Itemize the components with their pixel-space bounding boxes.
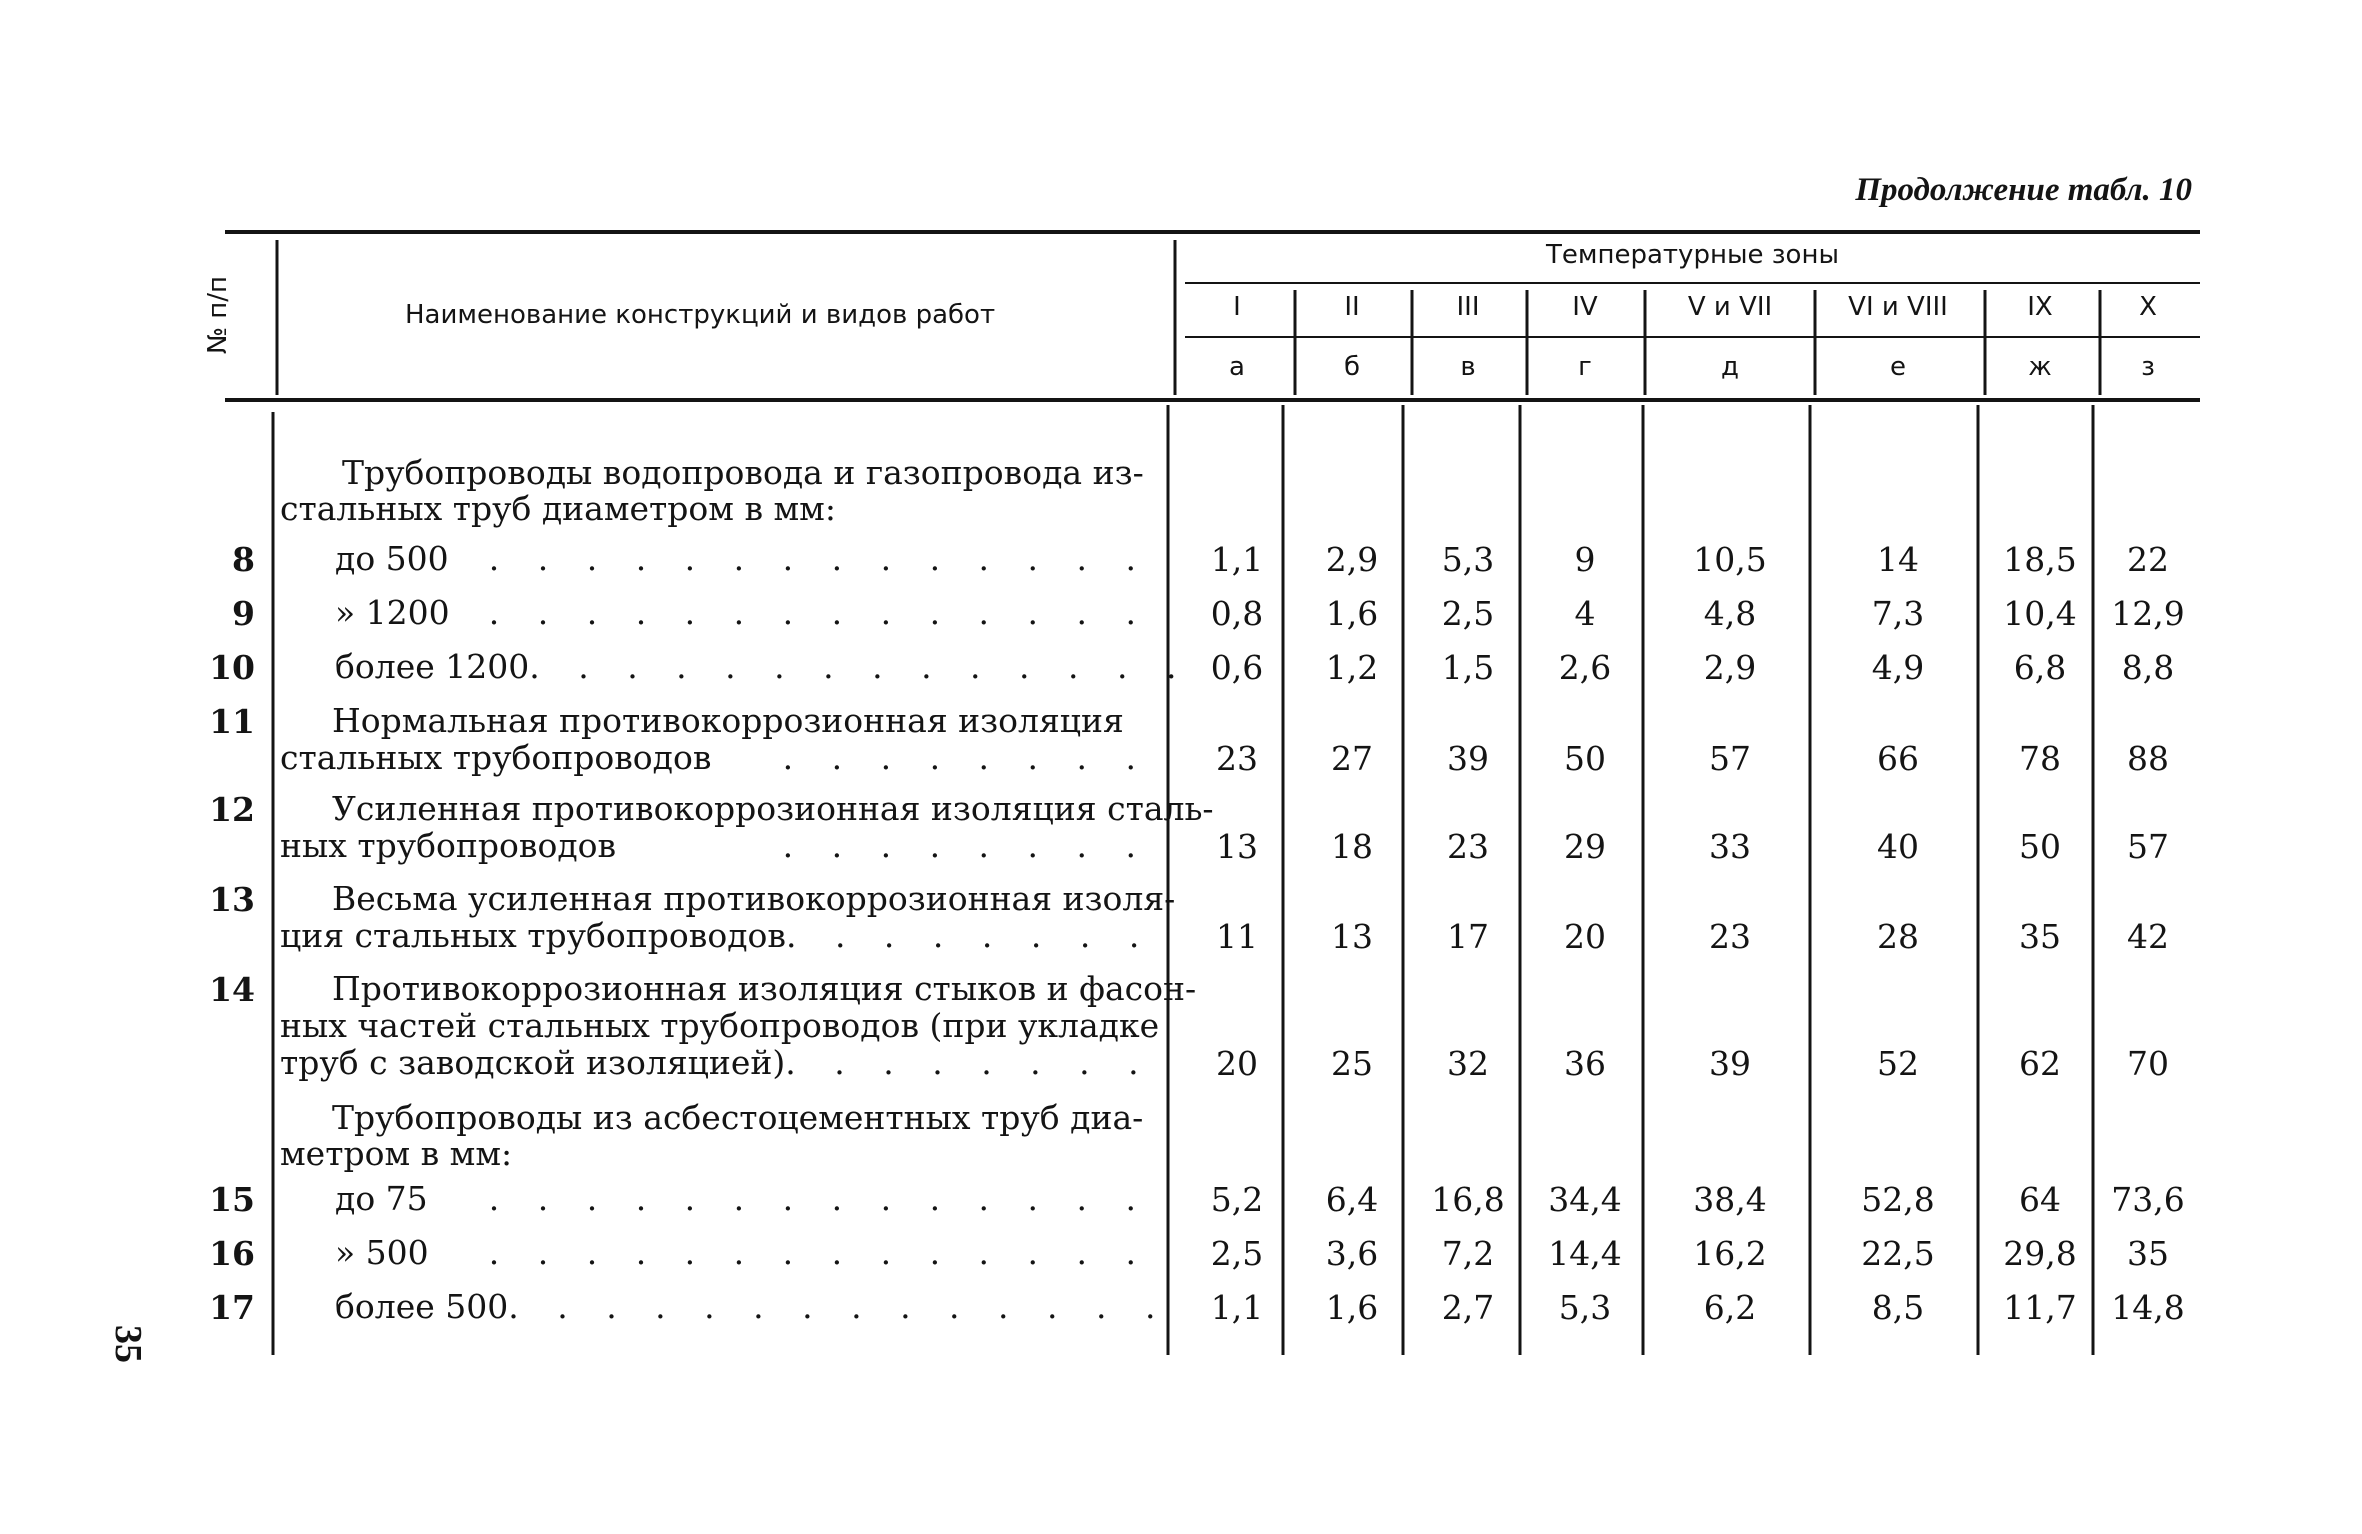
row-number: 13 — [209, 880, 255, 919]
value-cell: 10,5 — [1693, 540, 1767, 579]
value-cell: 64 — [2019, 1180, 2061, 1219]
row-name-line: более 500 — [335, 1287, 509, 1326]
value-cell: 1,1 — [1210, 1288, 1264, 1327]
value-cell: 2,7 — [1441, 1288, 1495, 1327]
row-number: 12 — [209, 790, 255, 829]
value-cell: 1,6 — [1325, 594, 1379, 633]
value-cell: 78 — [2019, 739, 2061, 778]
leader-dots: . . . . . . . . . . . . . . — [529, 647, 1191, 686]
row-number: 11 — [209, 702, 255, 741]
name-column-header: Наименование конструкций и видов работ — [405, 300, 996, 330]
value-cell: 6,2 — [1703, 1288, 1757, 1327]
row-name — [335, 1287, 1170, 1326]
value-cell: 9 — [1574, 540, 1596, 579]
zone-letter-label: з — [2141, 352, 2155, 382]
row-number: 16 — [209, 1234, 255, 1273]
value-cell: 34,4 — [1548, 1180, 1622, 1219]
page-number: 35 — [107, 1325, 149, 1363]
value-cell: 5,3 — [1441, 540, 1495, 579]
value-cell: 1,2 — [1325, 648, 1379, 687]
value-cell: 1,5 — [1441, 648, 1495, 687]
value-cell: 2,9 — [1325, 540, 1379, 579]
value-cell: 14,8 — [2111, 1288, 2185, 1327]
leader-dots: . . . . . . . . . . . . . . — [488, 539, 1150, 578]
row-name-line: Нормальная противокоррозионная изоляция — [332, 701, 1124, 740]
value-cell: 2,6 — [1558, 648, 1612, 687]
row-name — [280, 702, 1150, 776]
row-name-line: стальных трубопроводов — [280, 738, 712, 777]
row-name-line: до 75 — [335, 1179, 428, 1218]
zone-roman-label: V и VII — [1687, 292, 1773, 322]
value-cell: 20 — [1564, 917, 1606, 956]
value-cell: 12,9 — [2111, 594, 2185, 633]
value-cell: 2,9 — [1703, 648, 1757, 687]
zone-letter-label: б — [1343, 352, 1361, 382]
value-cell: 0,6 — [1210, 648, 1264, 687]
value-cell: 11 — [1216, 917, 1258, 956]
value-cell: 35 — [2127, 1234, 2169, 1273]
value-cell: 4,8 — [1703, 594, 1757, 633]
row-name — [335, 1180, 1150, 1217]
zone-letter-label: г — [1578, 352, 1592, 382]
value-cell: 57 — [1709, 739, 1751, 778]
value-cell: 70 — [2127, 1044, 2169, 1083]
value-cell: 18,5 — [2003, 540, 2077, 579]
zone-roman-label: VI и VIII — [1848, 292, 1948, 322]
value-cell: 16,2 — [1693, 1234, 1767, 1273]
value-cell: 13 — [1216, 827, 1258, 866]
leader-dots: . . . . . . . . . . . . . . — [488, 593, 1150, 632]
row-name-line: до 500 — [335, 539, 449, 578]
row-name-line: ных трубопроводов — [280, 826, 617, 865]
row-number: 10 — [209, 648, 255, 687]
value-cell: 0,8 — [1210, 594, 1264, 633]
leader-dots: . . . . . . . . — [785, 916, 1154, 955]
row-name-line: труб с заводской изоляцией) — [280, 1043, 786, 1082]
value-cell: 4,9 — [1871, 648, 1925, 687]
row-number: 15 — [209, 1180, 255, 1219]
value-cell: 23 — [1709, 917, 1751, 956]
value-cell: 32 — [1447, 1044, 1489, 1083]
zone-roman-label: IV — [1572, 292, 1598, 322]
value-cell: 22,5 — [1861, 1234, 1935, 1273]
row-number: 14 — [209, 970, 255, 1009]
row-name-line: Противокоррозионная изоляция стыков и фасон- — [332, 969, 1197, 1008]
value-cell: 10,4 — [2003, 594, 2077, 633]
value-cell: 38,4 — [1693, 1180, 1767, 1219]
row-name — [280, 879, 1176, 955]
leader-dots: . . . . . . . . — [782, 826, 1150, 865]
value-cell: 1,6 — [1325, 1288, 1379, 1327]
value-cell: 3,6 — [1325, 1234, 1379, 1273]
leader-dots: . . . . . . . . . . . . . . — [488, 1233, 1150, 1272]
value-cell: 29,8 — [2003, 1234, 2077, 1273]
value-cell: 2,5 — [1441, 594, 1495, 633]
zone-roman-label: II — [1344, 292, 1360, 322]
row-name-line: Весьма усиленная противокоррозионная изоля- — [332, 879, 1176, 918]
value-cell: 23 — [1447, 827, 1489, 866]
value-cell: 11,7 — [2003, 1288, 2077, 1327]
value-cell: 8,8 — [2121, 648, 2175, 687]
value-cell: 5,3 — [1558, 1288, 1612, 1327]
zone-letter-label: е — [1890, 352, 1906, 382]
row-name-line: Усиленная противокоррозионная изоляция сталь- — [332, 789, 1214, 828]
value-cell: 16,8 — [1431, 1180, 1505, 1219]
section-title-line: стальных труб диаметром в мм: — [280, 489, 836, 528]
value-cell: 36 — [1564, 1044, 1606, 1083]
value-cell: 1,1 — [1210, 540, 1264, 579]
value-cell: 88 — [2127, 739, 2169, 778]
value-cell: 13 — [1331, 917, 1373, 956]
table-caption: Продолжение табл. 10 — [1855, 172, 2192, 208]
value-cell: 6,4 — [1325, 1180, 1379, 1219]
zone-roman-label: III — [1456, 292, 1480, 322]
value-cell: 23 — [1216, 739, 1258, 778]
value-cell: 33 — [1709, 827, 1751, 866]
value-cell: 17 — [1447, 917, 1489, 956]
value-cell: 40 — [1877, 827, 1919, 866]
row-name-line: ных частей стальных трубопроводов (при укладке — [280, 1006, 1160, 1045]
zone-roman-label: I — [1233, 292, 1241, 322]
value-cell: 8,5 — [1871, 1288, 1925, 1327]
zone-roman-label: X — [2139, 292, 2157, 322]
leader-dots: . . . . . . . . — [785, 1043, 1153, 1082]
value-cell: 4 — [1574, 594, 1596, 633]
value-cell: 39 — [1447, 739, 1489, 778]
zone-letter-label: в — [1460, 352, 1476, 382]
number-column-header: № п/п — [203, 275, 233, 355]
value-cell: 39 — [1709, 1044, 1751, 1083]
row-name — [335, 647, 1191, 686]
row-number: 8 — [232, 540, 255, 579]
zone-letter-label: ж — [2028, 352, 2052, 382]
zone-letter-label: д — [1721, 352, 1739, 382]
value-cell: 35 — [2019, 917, 2061, 956]
value-cell: 7,3 — [1871, 594, 1925, 633]
value-cell: 14,4 — [1548, 1234, 1622, 1273]
value-cell: 14 — [1877, 540, 1919, 579]
value-cell: 7,2 — [1441, 1234, 1495, 1273]
value-cell: 18 — [1331, 827, 1373, 866]
value-cell: 27 — [1331, 739, 1373, 778]
row-name — [335, 1234, 1150, 1271]
row-name-line: более 1200 — [335, 647, 530, 686]
value-cell: 2,5 — [1210, 1234, 1264, 1273]
value-cell: 73,6 — [2111, 1180, 2185, 1219]
value-cell: 5,2 — [1210, 1180, 1264, 1219]
zones-header: Температурные зоны — [1545, 240, 1839, 270]
value-cell: 25 — [1331, 1044, 1373, 1083]
row-name — [280, 789, 1214, 865]
value-cell: 42 — [2127, 917, 2169, 956]
leader-dots: . . . . . . . . . . . . . . — [508, 1287, 1170, 1326]
section-title-line: метром в мм: — [280, 1134, 513, 1173]
value-cell: 62 — [2019, 1044, 2061, 1083]
leader-dots: . . . . . . . . — [782, 738, 1150, 777]
value-cell: 52,8 — [1861, 1180, 1935, 1219]
value-cell: 66 — [1877, 739, 1919, 778]
section-title-line: Трубопроводы водопровода и газопровода из- — [342, 453, 1144, 492]
value-cell: 22 — [2127, 540, 2169, 579]
value-cell: 50 — [2019, 827, 2061, 866]
row-name-line: ция стальных трубопроводов — [280, 916, 786, 955]
value-cell: 20 — [1216, 1044, 1258, 1083]
zone-letter-label: а — [1229, 352, 1245, 382]
row-name — [335, 540, 1150, 577]
row-name-line: » 1200 — [335, 593, 450, 632]
row-name — [280, 969, 1197, 1082]
value-cell: 50 — [1564, 739, 1606, 778]
zone-roman-label: IX — [2027, 292, 2053, 322]
row-number: 17 — [209, 1288, 255, 1327]
leader-dots: . . . . . . . . . . . . . . — [488, 1179, 1150, 1218]
value-cell: 6,8 — [2013, 648, 2067, 687]
section-title-line: Трубопроводы из асбестоцементных труб диа- — [332, 1098, 1144, 1137]
value-cell: 29 — [1564, 827, 1606, 866]
value-cell: 28 — [1877, 917, 1919, 956]
row-name — [335, 594, 1150, 631]
row-name-line: » 500 — [335, 1233, 429, 1272]
value-cell: 52 — [1877, 1044, 1919, 1083]
row-number: 9 — [232, 594, 255, 633]
value-cell: 57 — [2127, 827, 2169, 866]
